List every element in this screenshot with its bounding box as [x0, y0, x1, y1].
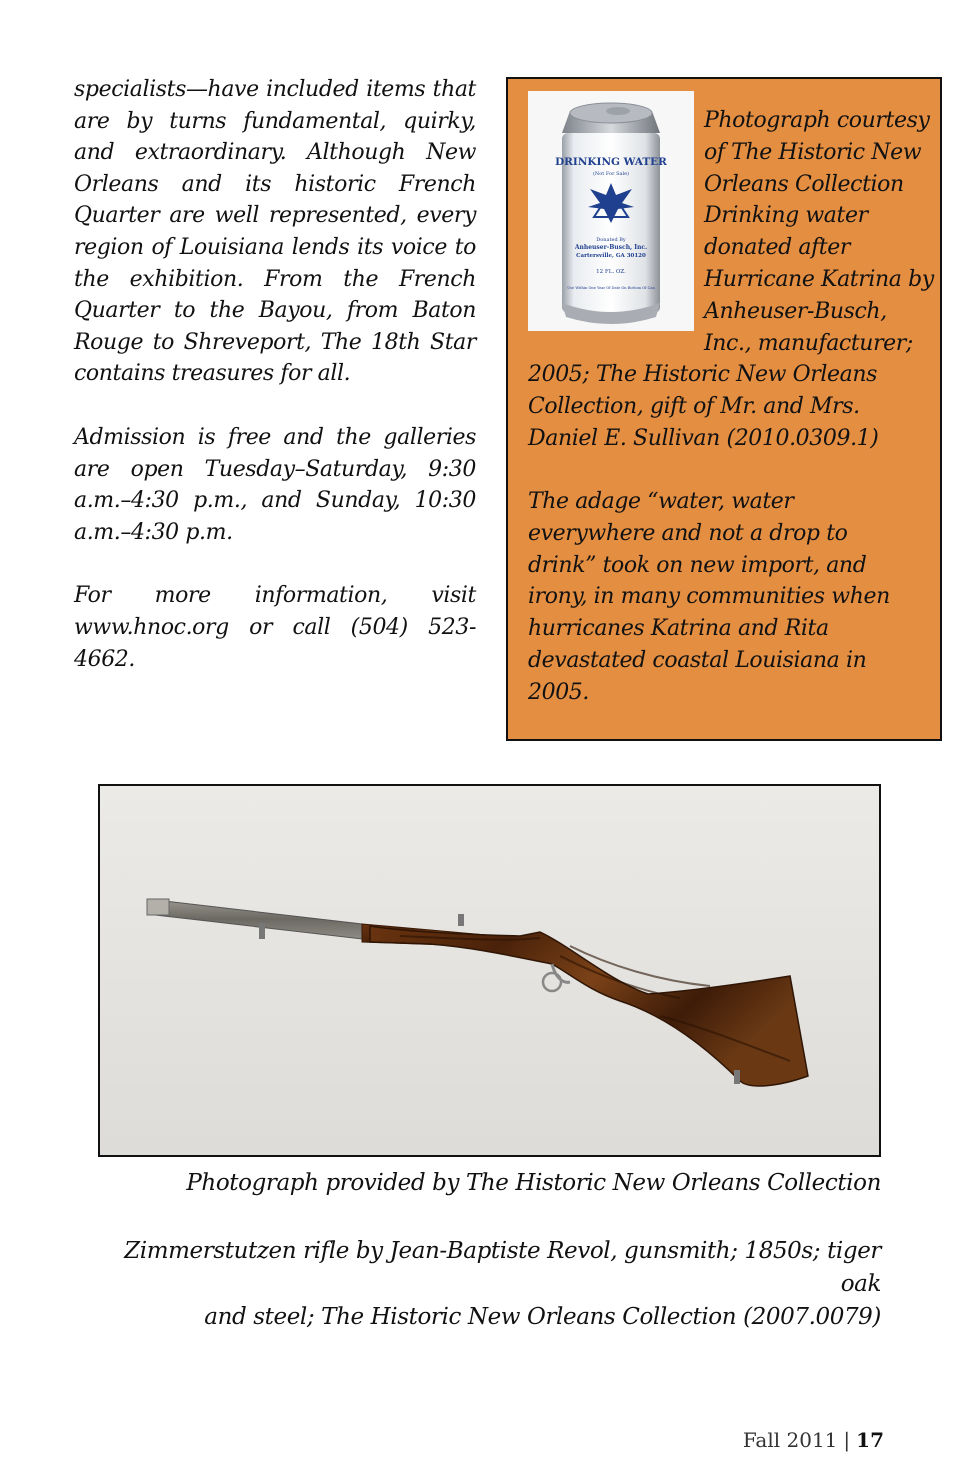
drinking-water-can-photo: [528, 91, 694, 331]
can-label-subtitle: (Not For Sale): [592, 171, 630, 177]
sidebar-box: [506, 77, 942, 741]
sidebar-essay: The adage “water, water everywhere and not a drop to drink” took on new import, and irony, in many communities when hurricanes Katrina and Rita devastated coastal Louisiana in 2005.: [528, 489, 890, 705]
article-column: [74, 74, 476, 707]
can-label-volume: 12 FL. OZ.: [596, 269, 626, 275]
water-can-illustration: [528, 91, 694, 331]
can-label-title: DRINKING WATER: [555, 156, 667, 168]
can-photo-credit: Photograph courtesy of The Historic New Orleans Collection Drinking water donated after Hurricane Katrina by Anheuser-Busch, Inc., manufacturer;: [704, 108, 934, 356]
can-label-donated: Donated By: [596, 237, 626, 243]
footer-separator: |: [843, 1428, 851, 1452]
admission-paragraph: Admission is free and the galleries are open Tuesday–Saturday, 9:30 a.m.–4:30 p.m., and Sunday, 10:30 a.m.–4:30 p.m.: [74, 424, 476, 545]
can-label-location: Cartersville, GA 30120: [576, 253, 646, 259]
rifle-caption-line: Zimmerstutzen rifle by Jean-Baptiste Revol, gunsmith; 1850s; tiger oak: [124, 1238, 881, 1297]
can-label-fine-print: Use Within One Year Of Date On Bottom Of Can: [567, 286, 655, 290]
rifle-photo: [98, 784, 881, 1157]
page-footer: [743, 1428, 884, 1452]
contact-paragraph: For more information, visit www.hnoc.org or call (504) 523-4662.: [74, 583, 476, 672]
rifle-illustration: [100, 786, 879, 1155]
article-paragraph: specialists—have included items that are by turns fundamental, quirky, and extraordinary. Although New Orleans and its historic French Quarter are well represented, every region of Louisiana lends its voice to the exhibition. From the French Quarter to the Bayou, from Baton Rouge to Shreveport, The 18th Star contains treasures for all.: [74, 77, 476, 387]
rifle-caption-line: and steel; The Historic New Orleans Collection (2007.0079): [204, 1304, 881, 1330]
issue-label: Fall 2011: [742, 1428, 838, 1452]
page-number: 17: [856, 1428, 884, 1452]
can-caption: 2005; The Historic New Orleans Collection, gift of Mr. and Mrs. Daniel E. Sullivan (2010.0309.1): [528, 362, 879, 451]
rifle-photo-credit: Photograph provided by The Historic New Orleans Collection: [186, 1170, 881, 1196]
can-label-company: Anheuser-Busch, Inc.: [574, 244, 648, 251]
rifle-caption: [98, 1235, 881, 1334]
